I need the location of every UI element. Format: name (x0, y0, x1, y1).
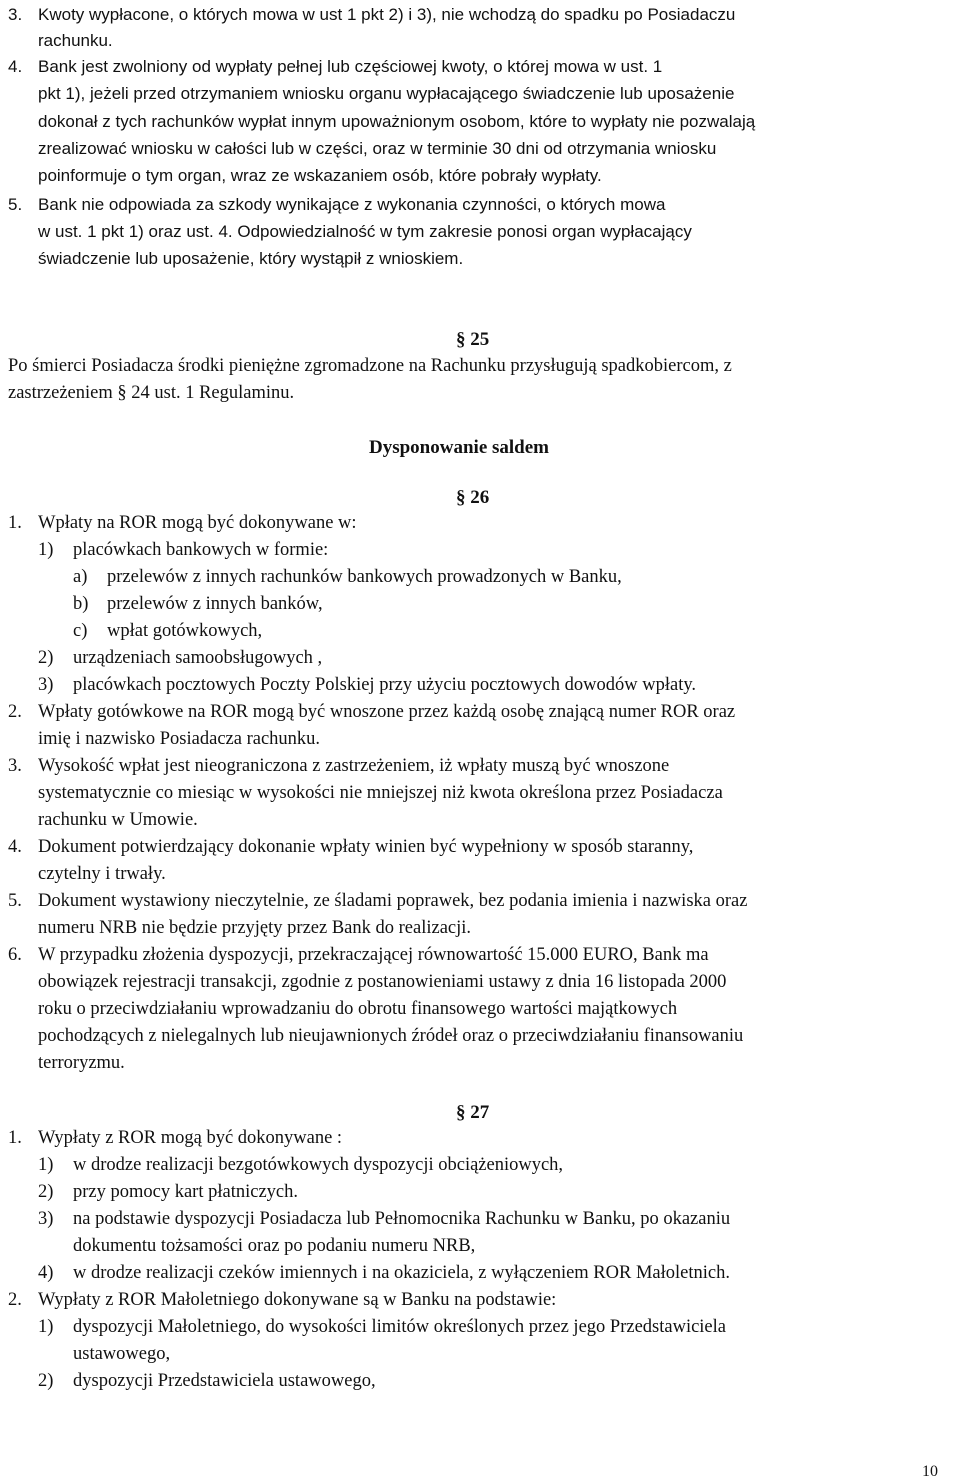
subitem-number: 1) (38, 1317, 54, 1337)
subitem-text: urządzeniach samoobsługowych , (73, 648, 323, 668)
item-text: imię i nazwisko Posiadacza rachunku. (38, 729, 321, 749)
item-text: Bank jest zwolniony od wypłaty pełnej lub częściowej kwoty, o której mowa w ust. 1 (38, 57, 663, 76)
item-number: 2. (8, 1290, 22, 1310)
subitem-text: przy pomocy kart płatniczych. (73, 1182, 298, 1202)
subitem-text: placówkach bankowych w formie: (73, 540, 329, 560)
item-number: 5. (8, 891, 22, 911)
item-number: 3. (8, 756, 22, 776)
letter-text: wpłat gotówkowych, (107, 621, 263, 641)
item-text: poinformuje o tym organ, wraz ze wskazaniem osób, które pobrały wypłaty. (38, 166, 602, 185)
item-text: obowiązek rejestracji transakcji, zgodnie z postanowieniami ustawy z dnia 16 listopada 2000 (38, 972, 727, 992)
letter-text: przelewów z innych banków, (107, 594, 323, 614)
item-text: Kwoty wypłacone, o których mowa w ust 1 pkt 2) i 3), nie wchodzą do spadku po Posiadaczu (38, 5, 736, 24)
item-text: Wypłaty z ROR mogą być dokonywane : (38, 1128, 343, 1148)
item-text: numeru NRB nie będzie przyjęty przez Bank do realizacji. (38, 918, 472, 938)
subitem-text: ustawowego, (73, 1344, 171, 1364)
letter-number: b) (73, 594, 89, 614)
item-text: w ust. 1 pkt 1) oraz ust. 4. Odpowiedzialność w tym zakresie ponosi organ wypłacający (38, 222, 692, 241)
item-text: rachunku w Umowie. (38, 810, 198, 830)
item-text: Wpłaty na ROR mogą być dokonywane w: (38, 513, 357, 533)
item-text: systematycznie co miesiąc w wysokości nie mniejszej niż kwota określona przez Posiadacza (38, 783, 723, 803)
subitem-number: 1) (38, 540, 54, 560)
item-text: pochodzących z nielegalnych lub nieujawnionych źródeł oraz o przeciwdziałaniu finansowaniu (38, 1026, 744, 1046)
item-number: 2. (8, 702, 22, 722)
item-text: zrealizować wniosku w całości lub w części, oraz w terminie 30 dni od otrzymania wniosku (38, 139, 717, 158)
item-text: Dokument potwierdzający dokonanie wpłaty winien być wypełniony w sposób staranny, (38, 837, 694, 857)
subitem-number: 3) (38, 1209, 54, 1229)
item-text: roku o przeciwdziałaniu wprowadzaniu do obrotu finansowego wartości majątkowych (38, 999, 678, 1019)
item-number: 1. (8, 513, 22, 533)
item-text: Wypłaty z ROR Małoletniego dokonywane są w Banku na podstawie: (38, 1290, 557, 1310)
subitem-text: dyspozycji Małoletniego, do wysokości limitów określonych przez jego Przedstawiciela (73, 1317, 726, 1337)
item-text: rachunku. (38, 31, 113, 50)
item-text: Dokument wystawiony nieczytelnie, ze śladami poprawek, bez podania imienia i nazwiska oraz (38, 891, 748, 911)
paragraph-mark-26: § 26 (456, 487, 490, 508)
subitem-number: 2) (38, 648, 54, 668)
subitem-text: na podstawie dyspozycji Posiadacza lub Pełnomocnika Rachunku w Banku, po okazaniu (73, 1209, 731, 1229)
section-title: Dysponowanie saldem (369, 437, 549, 458)
item-number: 1. (8, 1128, 22, 1148)
item-text: W przypadku złożenia dyspozycji, przekraczającej równowartość 15.000 EURO, Bank ma (38, 945, 709, 965)
subitem-text: w drodze realizacji bezgotówkowych dyspozycji obciążeniowych, (73, 1155, 564, 1175)
item-text: Bank nie odpowiada za szkody wynikające z wykonania czynności, o których mowa (38, 195, 666, 214)
subitem-text: dyspozycji Przedstawiciela ustawowego, (73, 1371, 376, 1391)
paragraph-mark-27: § 27 (456, 1102, 490, 1123)
paragraph-mark-25: § 25 (456, 329, 490, 350)
item-text: pkt 1), jeżeli przed otrzymaniem wniosku organu wypłacającego świadczenie lub uposażenie (38, 84, 735, 103)
subitem-number: 3) (38, 675, 54, 695)
page-number: 10 (922, 1463, 938, 1480)
item-number: 4. (8, 837, 22, 857)
item-text: Wpłaty gotówkowe na ROR mogą być wnoszone przez każdą osobę znającą numer ROR oraz (38, 702, 736, 722)
subitem-text: placówkach pocztowych Poczty Polskiej przy użyciu pocztowych dowodów wpłaty. (73, 675, 697, 695)
item-number: 3. (8, 5, 23, 24)
item-text: Wysokość wpłat jest nieograniczona z zastrzeżeniem, iż wpłaty muszą być wnoszone (38, 756, 670, 776)
subitem-number: 2) (38, 1182, 54, 1202)
subitem-text: dokumentu tożsamości oraz po podaniu numeru NRB, (73, 1236, 476, 1256)
item-number: 5. (8, 195, 23, 214)
paragraph-text: zastrzeżeniem § 24 ust. 1 Regulaminu. (8, 383, 295, 403)
letter-number: c) (73, 621, 88, 641)
item-number: 4. (8, 57, 23, 76)
item-text: świadczenie lub uposażenie, który wystąpił z wnioskiem. (38, 249, 464, 268)
subitem-number: 4) (38, 1263, 54, 1283)
item-number: 6. (8, 945, 22, 965)
letter-number: a) (73, 567, 88, 587)
letter-text: przelewów z innych rachunków bankowych prowadzonych w Banku, (107, 567, 622, 587)
paragraph-text: Po śmierci Posiadacza środki pieniężne zgromadzone na Rachunku przysługują spadkobiercom, z (8, 356, 732, 376)
item-text: czytelny i trwały. (38, 864, 166, 884)
item-text: dokonał z tych rachunków wypłat innym upoważnionym osobom, które to wypłaty nie pozwalają (38, 112, 756, 131)
subitem-text: w drodze realizacji czeków imiennych i na okaziciela, z wyłączeniem ROR Małoletnich. (73, 1263, 730, 1283)
item-text: terroryzmu. (38, 1053, 125, 1073)
subitem-number: 2) (38, 1371, 54, 1391)
subitem-number: 1) (38, 1155, 54, 1175)
